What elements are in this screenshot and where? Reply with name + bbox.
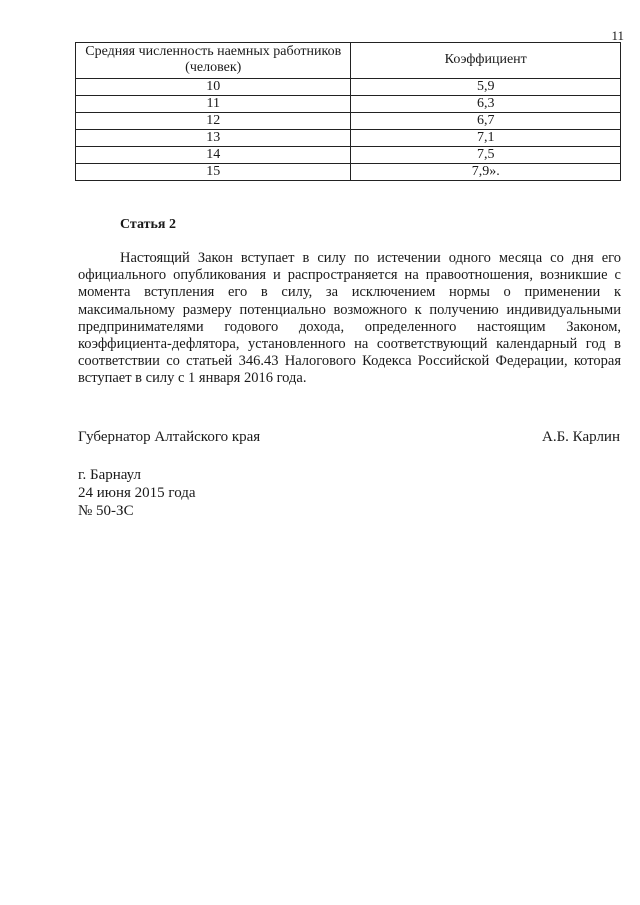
employees-cell: 15 (76, 164, 351, 181)
signatory-title: Губернатор Алтайского края (78, 429, 261, 445)
city: г. Барнаул (78, 467, 141, 483)
table-row (76, 164, 621, 181)
coefficient-cell: 5,9 (351, 79, 621, 96)
table-header-row (76, 43, 621, 79)
signatory-name: А.Б. Карлин (541, 429, 620, 445)
table-row (76, 79, 621, 96)
coefficient-cell: 6,7 (351, 113, 621, 130)
coefficient-cell: 7,9». (351, 164, 621, 181)
date: 24 июня 2015 года (78, 485, 196, 501)
coefficient-table (75, 42, 621, 181)
article-title: Статья 2 (120, 217, 176, 232)
employees-cell: 12 (76, 113, 351, 130)
law-number: № 50-ЗС (78, 503, 134, 519)
table-row (76, 113, 621, 130)
employees-cell: 10 (76, 79, 351, 96)
table-row (76, 96, 621, 113)
employees-cell: 11 (76, 96, 351, 113)
employees-cell: 14 (76, 147, 351, 164)
table-row (76, 130, 621, 147)
employees-cell: 13 (76, 130, 351, 147)
header-coefficient: Коэффициент (351, 43, 621, 79)
place-date-block (78, 466, 196, 520)
page-number: 11 (611, 28, 624, 43)
header-employees: Средняя численность наемных работников (человек) (76, 43, 351, 79)
article-body: Настоящий Закон вступает в силу по истечении одного месяца со дня его официального опубликования и распространяется на правоотношения, возникшие с момента вступления его в силу, за исключением нормы о применении к максимальному размеру потенциально возможного к получению индивидуальными предпринимателями годового дохода, определенного настоящим Законом, коэффициента-дефлятора, установленного на соответствующий календарный год в соответствии со статьей 346.43 Налогового Кодекса Российской Федерации, которая вступает в силу с 1 января 2016 года. (78, 250, 621, 387)
coefficient-cell: 6,3 (351, 96, 621, 113)
table-row (76, 147, 621, 164)
coefficient-cell: 7,5 (351, 147, 621, 164)
coefficient-cell: 7,1 (351, 130, 621, 147)
